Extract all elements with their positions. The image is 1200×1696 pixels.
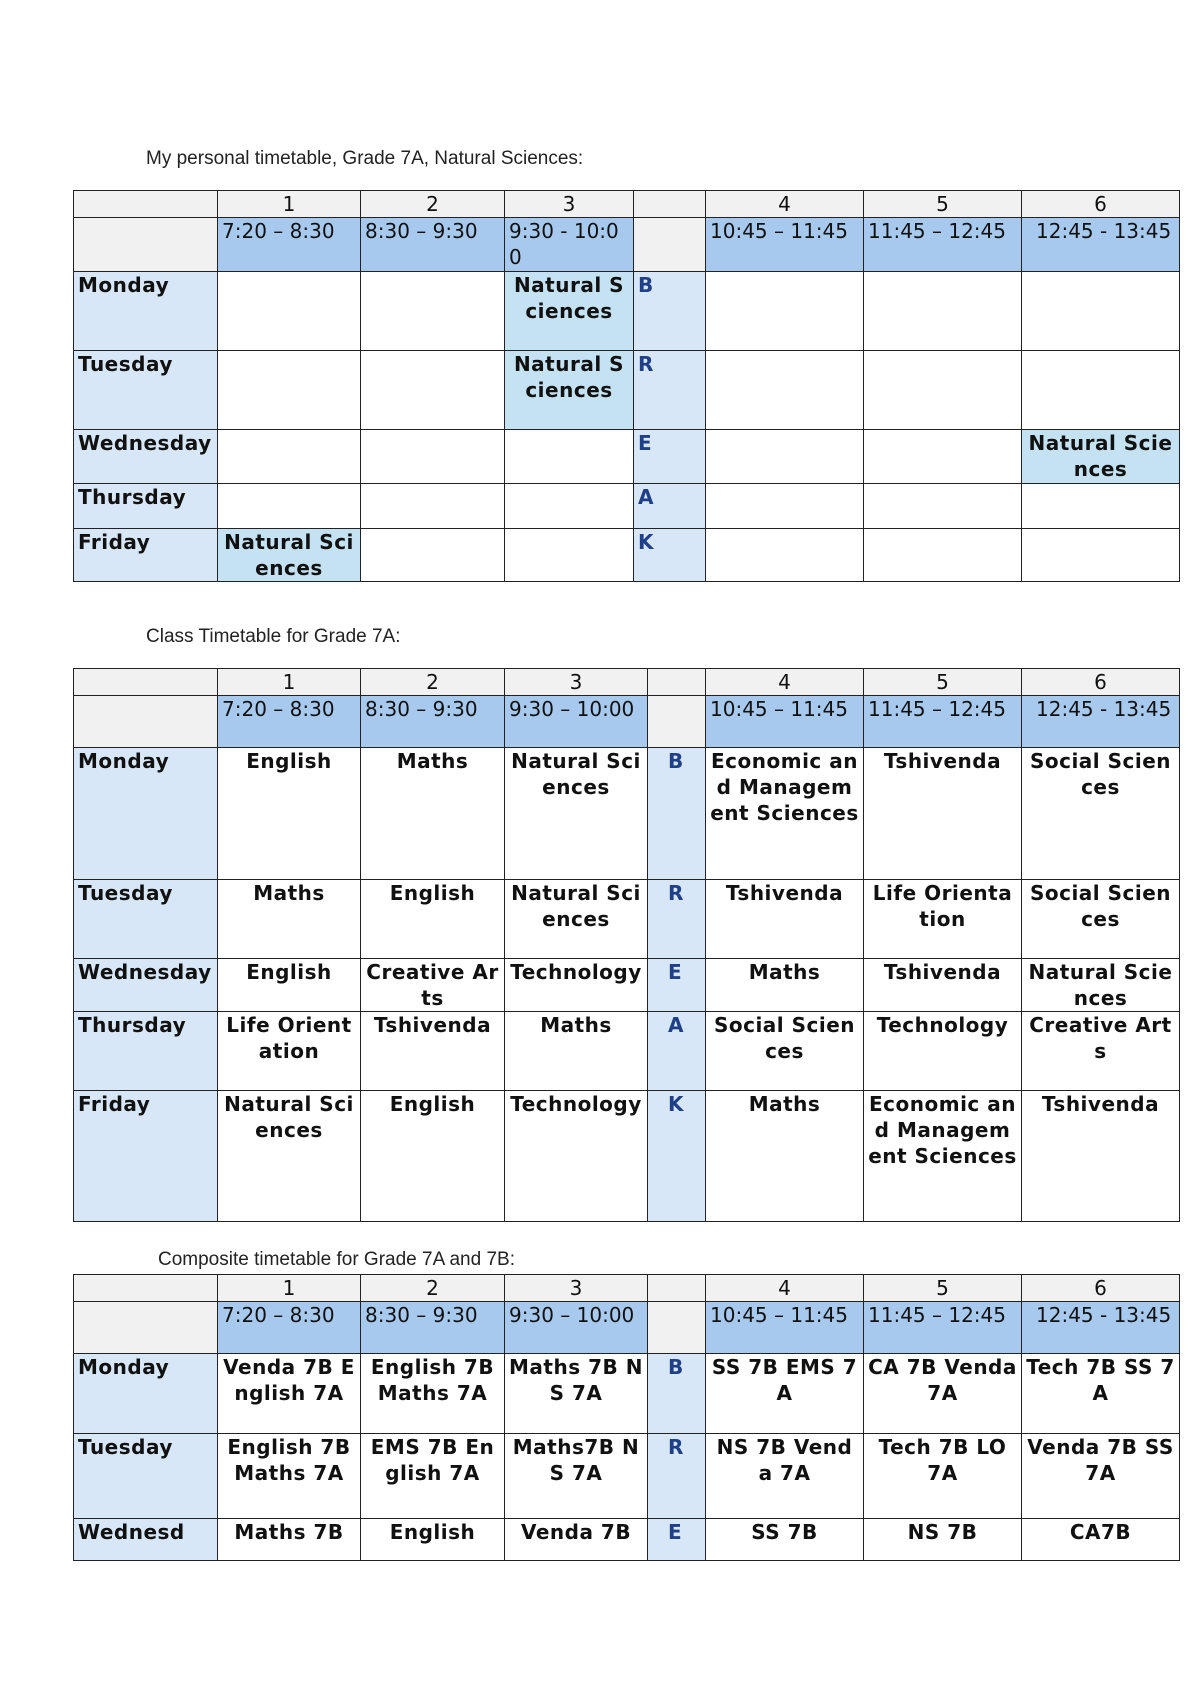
lesson-cell: Natural Sciences	[1022, 959, 1180, 1012]
period-4-time: 10:45 – 11:45	[706, 1302, 864, 1354]
lesson-cell: English	[361, 880, 505, 959]
lesson-cell: Maths 7B	[218, 1519, 361, 1561]
lesson-cell: Social Sciences	[1022, 748, 1180, 880]
lesson-cell	[706, 529, 864, 582]
break-letter: R	[648, 1434, 706, 1519]
table-row	[74, 1519, 1180, 1561]
period-5-header: 5	[864, 1275, 1022, 1302]
lesson-cell: Life Orientation	[864, 880, 1022, 959]
lesson-cell	[864, 272, 1022, 351]
lesson-cell: Tshivenda	[361, 1012, 505, 1091]
lesson-cell	[218, 430, 361, 484]
lesson-cell: Technology	[505, 1091, 648, 1222]
lesson-cell	[361, 272, 505, 351]
period-6-header: 6	[1022, 191, 1180, 218]
lesson-cell: Natural Sciences	[505, 351, 634, 430]
day-label: Thursday	[74, 484, 218, 529]
lesson-cell: Maths	[361, 748, 505, 880]
lesson-cell: Social Sciences	[1022, 880, 1180, 959]
break-letter: R	[634, 351, 706, 430]
lesson-cell: English	[218, 748, 361, 880]
period-4-header: 4	[706, 1275, 864, 1302]
lesson-cell: Creative Arts	[1022, 1012, 1180, 1091]
table-row	[74, 880, 1180, 959]
period-6-time: 12:45 - 13:45	[1022, 1302, 1180, 1354]
lesson-cell	[864, 484, 1022, 529]
lesson-cell	[706, 272, 864, 351]
break-letter: E	[648, 959, 706, 1012]
lesson-cell: Technology	[864, 1012, 1022, 1091]
lesson-cell: CA 7B Venda 7A	[864, 1354, 1022, 1434]
lesson-cell	[706, 484, 864, 529]
period-1-header: 1	[218, 669, 361, 696]
period-2-time: 8:30 – 9:30	[361, 1302, 505, 1354]
table-row	[74, 959, 1180, 1012]
period-1-time: 7:20 – 8:30	[218, 696, 361, 748]
lesson-cell: Maths	[505, 1012, 648, 1091]
lesson-cell: Maths7B NS 7A	[505, 1434, 648, 1519]
corner-cell	[74, 696, 218, 748]
day-label: Monday	[74, 272, 218, 351]
day-label: Tuesday	[74, 1434, 218, 1519]
day-label: Friday	[74, 529, 218, 582]
lesson-cell: Tech 7B SS 7A	[1022, 1354, 1180, 1434]
period-number-row	[74, 1275, 1180, 1302]
corner-cell	[74, 1302, 218, 1354]
break-time	[634, 218, 706, 272]
lesson-cell: English	[361, 1091, 505, 1222]
lesson-cell: Maths	[218, 880, 361, 959]
period-1-time: 7:20 – 8:30	[218, 1302, 361, 1354]
day-label: Friday	[74, 1091, 218, 1222]
period-6-header: 6	[1022, 1275, 1180, 1302]
lesson-cell: Maths	[706, 959, 864, 1012]
lesson-cell: SS 7B EMS 7A	[706, 1354, 864, 1434]
break-letter: K	[634, 529, 706, 582]
period-time-row	[74, 218, 1180, 272]
period-4-header: 4	[706, 669, 864, 696]
lesson-cell: Creative Arts	[361, 959, 505, 1012]
lesson-cell: Natural Sciences	[505, 272, 634, 351]
table-row	[74, 484, 1180, 529]
period-3-header: 3	[505, 669, 648, 696]
table-row	[74, 529, 1180, 582]
period-1-header: 1	[218, 1275, 361, 1302]
day-label: Wednesd	[74, 1519, 218, 1561]
period-4-time: 10:45 – 11:45	[706, 218, 864, 272]
day-label: Wednesday	[74, 430, 218, 484]
lesson-cell: Venda 7B SS 7A	[1022, 1434, 1180, 1519]
period-5-time: 11:45 – 12:45	[864, 1302, 1022, 1354]
composite-timetable-caption: Composite timetable for Grade 7A and 7B:	[158, 1249, 515, 1270]
break-letter: R	[648, 880, 706, 959]
period-2-time: 8:30 – 9:30	[361, 696, 505, 748]
lesson-cell: English 7B Maths 7A	[218, 1434, 361, 1519]
lesson-cell: Natural Sciences	[1022, 430, 1180, 484]
break-header	[648, 669, 706, 696]
day-label: Tuesday	[74, 351, 218, 430]
lesson-cell	[361, 351, 505, 430]
break-letter: A	[634, 484, 706, 529]
table-row	[74, 272, 1180, 351]
period-number-row	[74, 191, 1180, 218]
period-5-time: 11:45 – 12:45	[864, 218, 1022, 272]
lesson-cell	[218, 272, 361, 351]
period-2-time: 8:30 – 9:30	[361, 218, 505, 272]
lesson-cell	[864, 351, 1022, 430]
lesson-cell: Tshivenda	[864, 959, 1022, 1012]
lesson-cell	[864, 430, 1022, 484]
lesson-cell: NS 7B Venda 7A	[706, 1434, 864, 1519]
lesson-cell: Tech 7B LO 7A	[864, 1434, 1022, 1519]
lesson-cell: NS 7B	[864, 1519, 1022, 1561]
lesson-cell	[864, 529, 1022, 582]
lesson-cell	[1022, 272, 1180, 351]
lesson-cell: English 7B Maths 7A	[361, 1354, 505, 1434]
lesson-cell: Natural Sciences	[505, 748, 648, 880]
break-letter: K	[648, 1091, 706, 1222]
period-6-time: 12:45 - 13:45	[1022, 218, 1180, 272]
corner-cell	[74, 1275, 218, 1302]
period-6-time: 12:45 - 13:45	[1022, 696, 1180, 748]
period-3-time: 9:30 – 10:00	[505, 1302, 648, 1354]
lesson-cell	[1022, 529, 1180, 582]
lesson-cell: English	[361, 1519, 505, 1561]
lesson-cell: Social Sciences	[706, 1012, 864, 1091]
break-letter: B	[648, 748, 706, 880]
table-row	[74, 1354, 1180, 1434]
lesson-cell: Natural Sciences	[505, 880, 648, 959]
break-letter: A	[648, 1012, 706, 1091]
corner-cell	[74, 218, 218, 272]
lesson-cell	[1022, 484, 1180, 529]
class-timetable-caption: Class Timetable for Grade 7A:	[146, 626, 401, 647]
table-row	[74, 748, 1180, 880]
period-2-header: 2	[361, 1275, 505, 1302]
day-label: Thursday	[74, 1012, 218, 1091]
table-row	[74, 430, 1180, 484]
period-2-header: 2	[361, 669, 505, 696]
period-3-header: 3	[505, 191, 634, 218]
table-row	[74, 1091, 1180, 1222]
lesson-cell: Maths	[706, 1091, 864, 1222]
break-time	[648, 1302, 706, 1354]
break-letter: B	[634, 272, 706, 351]
lesson-cell: Maths 7B NS 7A	[505, 1354, 648, 1434]
period-1-time: 7:20 – 8:30	[218, 218, 361, 272]
lesson-cell	[361, 430, 505, 484]
break-letter: B	[648, 1354, 706, 1434]
table-row	[74, 351, 1180, 430]
lesson-cell	[361, 529, 505, 582]
period-4-header: 4	[706, 191, 864, 218]
day-label: Monday	[74, 748, 218, 880]
period-3-time: 9:30 - 10:00	[505, 218, 634, 272]
period-5-header: 5	[864, 669, 1022, 696]
lesson-cell: Tshivenda	[706, 880, 864, 959]
class-timetable	[73, 668, 1180, 1222]
period-3-time: 9:30 – 10:00	[505, 696, 648, 748]
table-row	[74, 1012, 1180, 1091]
lesson-cell	[706, 430, 864, 484]
break-letter: E	[634, 430, 706, 484]
period-1-header: 1	[218, 191, 361, 218]
lesson-cell	[218, 484, 361, 529]
lesson-cell	[1022, 351, 1180, 430]
period-3-header: 3	[505, 1275, 648, 1302]
lesson-cell: Tshivenda	[1022, 1091, 1180, 1222]
period-6-header: 6	[1022, 669, 1180, 696]
lesson-cell: Natural Sciences	[218, 1091, 361, 1222]
day-label: Monday	[74, 1354, 218, 1434]
lesson-cell: Venda 7B	[505, 1519, 648, 1561]
break-header	[648, 1275, 706, 1302]
lesson-cell: Economic and Management Sciences	[706, 748, 864, 880]
lesson-cell	[505, 430, 634, 484]
composite-timetable	[73, 1274, 1180, 1561]
lesson-cell: Venda 7B English 7A	[218, 1354, 361, 1434]
period-5-time: 11:45 – 12:45	[864, 696, 1022, 748]
break-letter: E	[648, 1519, 706, 1561]
corner-cell	[74, 669, 218, 696]
break-time	[648, 696, 706, 748]
day-label: Tuesday	[74, 880, 218, 959]
day-label: Wednesday	[74, 959, 218, 1012]
lesson-cell: English	[218, 959, 361, 1012]
period-4-time: 10:45 – 11:45	[706, 696, 864, 748]
period-5-header: 5	[864, 191, 1022, 218]
lesson-cell	[505, 484, 634, 529]
lesson-cell: CA7B	[1022, 1519, 1180, 1561]
lesson-cell: EMS 7B English 7A	[361, 1434, 505, 1519]
personal-timetable	[73, 190, 1180, 582]
lesson-cell	[505, 529, 634, 582]
period-time-row	[74, 696, 1180, 748]
lesson-cell	[706, 351, 864, 430]
corner-cell	[74, 191, 218, 218]
period-2-header: 2	[361, 191, 505, 218]
lesson-cell: Economic and Management Sciences	[864, 1091, 1022, 1222]
lesson-cell	[361, 484, 505, 529]
lesson-cell: Natural Sciences	[218, 529, 361, 582]
lesson-cell: Technology	[505, 959, 648, 1012]
lesson-cell: Tshivenda	[864, 748, 1022, 880]
table-row	[74, 1434, 1180, 1519]
period-number-row	[74, 669, 1180, 696]
personal-timetable-caption: My personal timetable, Grade 7A, Natural Sciences:	[146, 148, 584, 169]
lesson-cell: Life Orientation	[218, 1012, 361, 1091]
period-time-row	[74, 1302, 1180, 1354]
lesson-cell	[218, 351, 361, 430]
lesson-cell: SS 7B	[706, 1519, 864, 1561]
break-header	[634, 191, 706, 218]
